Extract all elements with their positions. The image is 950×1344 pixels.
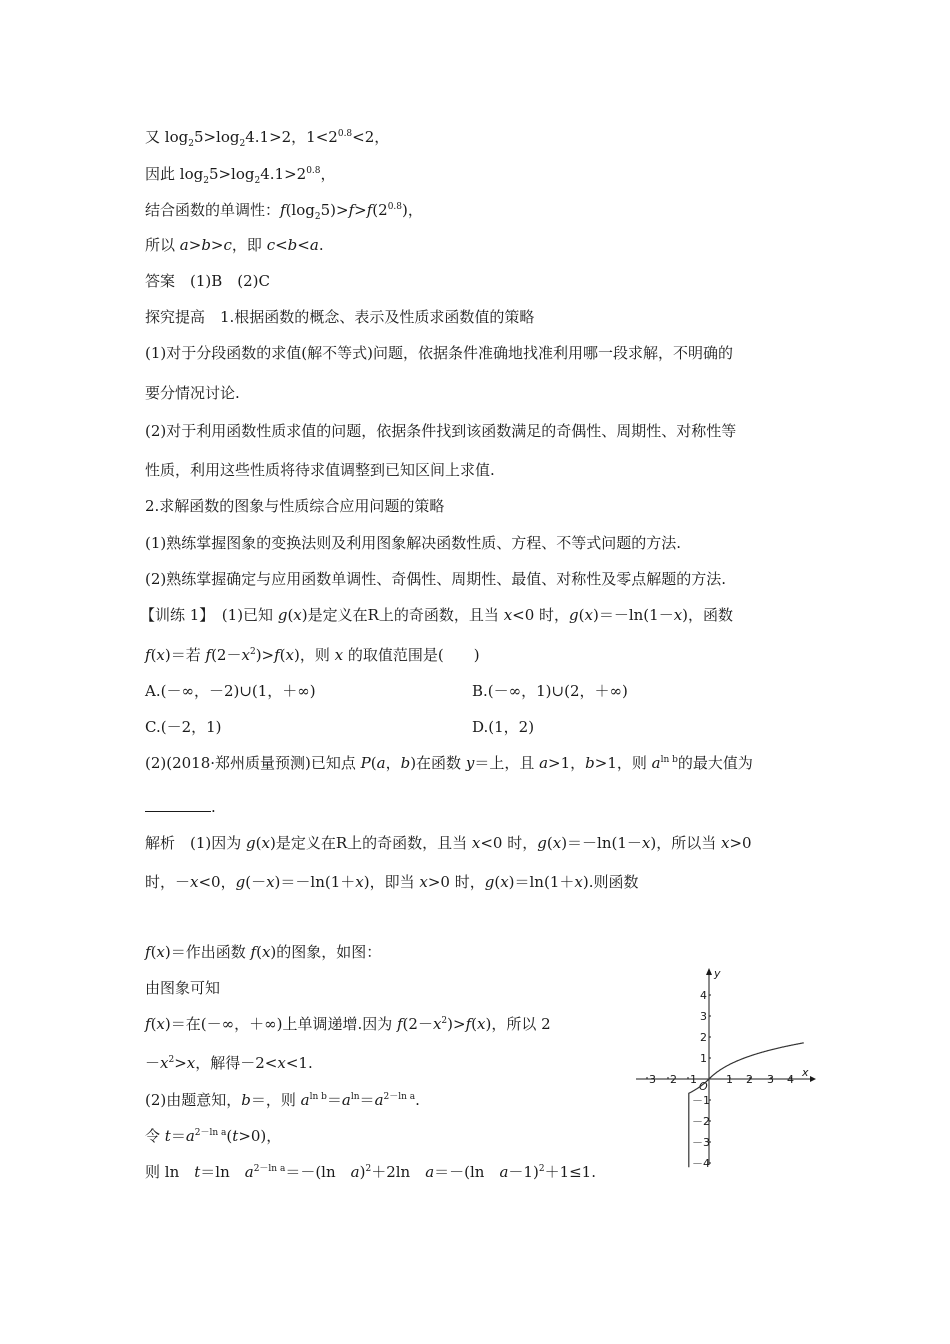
- x-tick-label: 1: [726, 1073, 733, 1086]
- option-a: A.(－∞，－2)∪(1，＋∞): [145, 682, 316, 700]
- x-tick-label: 4: [787, 1073, 794, 1086]
- text-line-3: 结合函数的单调性：$f(\log_25)>f>f(2^{0.8})$，: [145, 201, 423, 222]
- solution-line-7: (2)由题意知，b＝，则 $a^{ln b}=a^{ln}=a^{2-ln a}$.: [145, 1091, 420, 1109]
- text-line-2: 因此 $\log_25>\log_24.1>2^{0.8}$，: [145, 165, 336, 186]
- strategy-1-1b: 要分情况讨论.: [145, 384, 240, 402]
- strategy-1-2b: 性质，利用这些性质将待求值调整到已知区间上求值.: [145, 461, 495, 479]
- option-d: D.(1，2): [472, 718, 535, 736]
- y-tick-label: 4: [700, 989, 707, 1002]
- x-tick-label: －3: [638, 1073, 656, 1086]
- strategy-2-heading: 2.求解函数的图象与性质综合应用问题的策略: [145, 497, 445, 515]
- strategy-1-1a: (1)对于分段函数的求值(解不等式)问题，依据条件准确地找准利用哪一段求解，不明确的: [145, 344, 733, 362]
- function-graph: [633, 965, 818, 1170]
- solution-line-6: $-x^2>x$，解得－2<x<1.: [145, 1054, 313, 1072]
- x-axis-arrow: [810, 1076, 816, 1082]
- option-b: B.(－∞，1)∪(2，＋∞): [472, 682, 628, 700]
- y-tick-label: 1: [700, 1052, 707, 1065]
- x-tick-label: 2: [746, 1073, 753, 1086]
- x-tick-label: －2: [659, 1073, 677, 1086]
- solution-line-1: 解析 (1)因为 g(x)是定义在R上的奇函数，且当 x<0 时，g(x)＝－ln(1－x)，所以当 x>0: [145, 834, 752, 852]
- x-tick-label: －1: [679, 1073, 697, 1086]
- strategy-2-2: (2)熟练掌握确定与应用函数单调性、奇偶性、周期性、最值、对称性及零点解题的方法.: [145, 570, 727, 588]
- y-tick-label: －1: [692, 1094, 710, 1107]
- y-tick-label: －2: [692, 1115, 710, 1128]
- exercise-1-line-2: f(x)＝若 $f(2-x^2)>f(x)$，则 x 的取值范围是( ): [145, 646, 480, 664]
- solution-line-2: 时，－x<0，g(－x)＝－ln(1＋x)，即当 x>0 时，g(x)＝ln(1＋x).则函数: [145, 873, 639, 891]
- y-tick-label: －3: [692, 1136, 710, 1149]
- answer-blank: [145, 797, 211, 812]
- answer-line: 答案 (1)B (2)C: [145, 272, 270, 290]
- exercise-2-line: (2)(2018·郑州质量预测)已知点 P(a，b)在函数 y＝上，且 a>1，b>1，则 $a^{ln b}$的最大值为: [145, 754, 753, 772]
- strategy-2-1: (1)熟练掌握图象的变换法则及利用图象解决函数性质、方程、不等式问题的方法.: [145, 534, 682, 552]
- strategy-heading: 探究提高 1.根据函数的概念、表示及性质求函数值的策略: [145, 308, 535, 326]
- solution-line-9: 则 ln t＝ln $a^{2-ln a}=-(\ln$ a)$^2$＋2ln a＝－(ln a－1)$^2$＋1≤1.: [145, 1163, 596, 1181]
- text-line-1: 又 $\log_25>\log_24.1>2$，$1<2^{0.8}<2$，: [145, 128, 390, 149]
- strategy-1-2a: (2)对于利用函数性质求值的问题，依据条件找到该函数满足的奇偶性、周期性、对称性等: [145, 422, 737, 440]
- solution-line-5: f(x)＝在(－∞，＋∞)上单调递增.因为 $f(2-x^2)>f(x)$，所以 2: [145, 1015, 551, 1033]
- answer-blank-line: .: [145, 797, 216, 817]
- solution-line-8: 令 $t=a^{2-ln a}(t>0)$，: [145, 1127, 282, 1145]
- y-tick-label: －4: [692, 1157, 710, 1170]
- option-c: C.(－2，1): [145, 718, 222, 736]
- y-tick-label: 3: [700, 1010, 707, 1023]
- solution-line-4: 由图象可知: [145, 979, 221, 997]
- solution-line-3: f(x)＝作出函数 f(x)的图象，如图：: [145, 943, 382, 961]
- y-axis-label: y: [714, 967, 721, 980]
- x-axis-label: x: [802, 1066, 809, 1079]
- y-tick-label: 2: [700, 1031, 707, 1044]
- text-line-4: 所以 a>b>c，即 c<b<a.: [145, 236, 324, 254]
- exercise-1-line-1: 【训练 1】 (1)已知 g(x)是定义在R上的奇函数，且当 x<0 时，g(x)＝－ln(1－x)，函数: [140, 606, 734, 624]
- y-axis-arrow: [706, 968, 712, 975]
- origin-label: O: [699, 1080, 708, 1093]
- x-tick-label: 3: [767, 1073, 774, 1086]
